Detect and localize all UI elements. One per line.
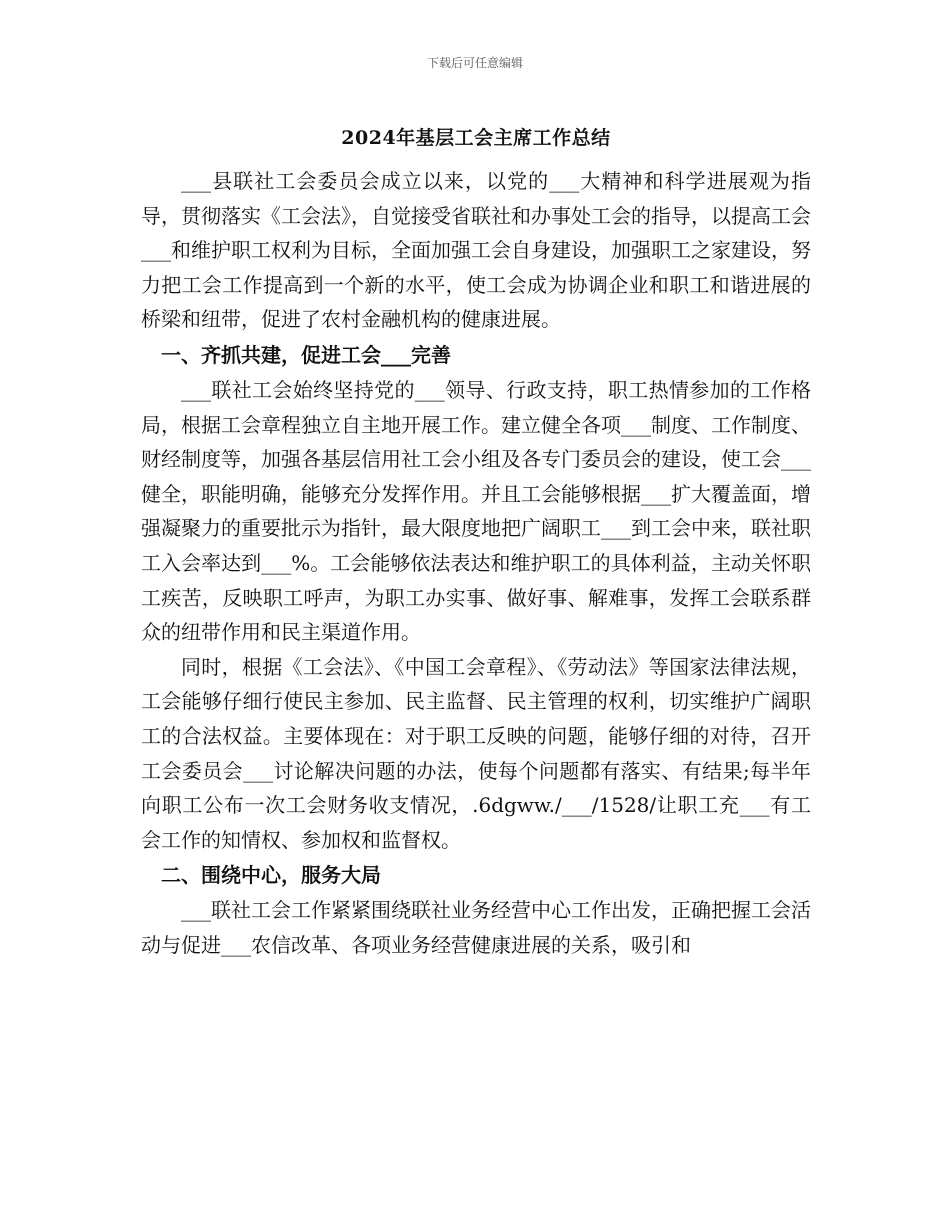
section-2-heading: 二、围绕中心，服务大局 [161,863,381,888]
page-header-note: 下载后可任意编辑 [426,56,523,70]
intro-paragraph: ___县联社工会委员会成立以来，以党的___大精神和科学进展观为指导，贯彻落实《工会法》，自觉接受省联社和办事处工会的指导，以提高工会___和维护职工权利为目标，全面加强工会自身建设，加强职工之家建设，努力把工会工作提高到一个新的水平，使工会成为协调企业和职工和谐进展的桥梁和纽带，促进了农村金融机构的健康进展。 [141,169,811,332]
document-body [141,122,811,962]
section-1-heading: 一、齐抓共建，促进工会___完善 [161,342,451,367]
section-1-paragraph-1: ___联社工会始终坚持党的___领导、行政支持，职工热情参加的工作格局，根据工会章程独立自主地开展工作。建立健全各项___制度、工作制度、财经制度等，加强各基层信用社工会小组及各专门委员会的建设，使工会___健全，职能明确，能够充分发挥作用。并且工会能够根据___扩大覆盖面，增强凝聚力的重要批示为指针，最大限度地把广阔职工___到工会中来，联社职工入会率达到___%。工会能够依法表达和维护职工的具体利益，主动关怀职工疾苦，反映职工呼声，为职工办实事、做好事、解难事，发挥工会联系群众的纽带作用和民主渠道作用。 [141,377,811,645]
section-1-paragraph-2: 同时，根据《工会法》、《中国工会章程》、《劳动法》等国家法律法规，工会能够仔细行使民主参加、民主监督、民主管理的权利，切实维护广阔职工的合法权益。主要体现在：对于职工反映的问题，能够仔细的对待，召开工会委员会___讨论解决问题的办法，使每个问题都有落实、有结果;每半年向职工公布一次工会财务收支情况，.6dgww./___/1528/让职工充___有工会工作的知情权、参加权和监督权。 [141,654,811,852]
section-2-paragraph-1: ___联社工会工作紧紧围绕联社业务经营中心工作出发，正确把握工会活动与促进___农信改革、各项业务经营健康进展的关系，吸引和 [141,898,811,957]
document-title: 2024年基层工会主席工作总结 [341,127,611,149]
